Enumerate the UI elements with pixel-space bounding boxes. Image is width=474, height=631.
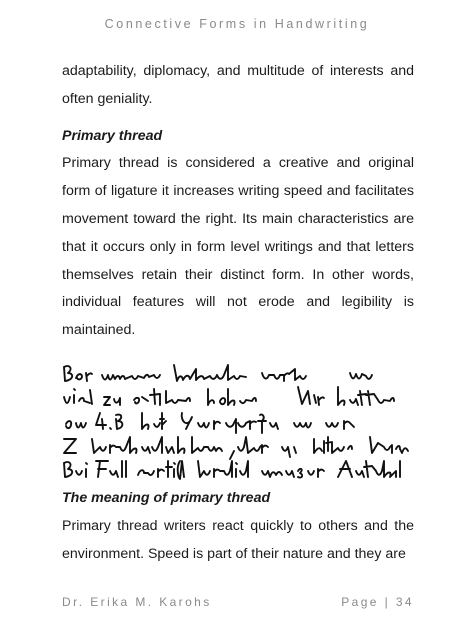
handwriting-line: [64, 387, 394, 405]
handwriting-line: [64, 437, 408, 459]
section-heading: Primary thread: [62, 127, 163, 144]
paragraph: Primary thread writers react quickly to others and the environment. Speed is part of their nature and they are: [62, 517, 414, 562]
handwriting-line: [64, 365, 372, 381]
running-header: Connective Forms in Handwriting: [104, 17, 370, 31]
paragraph: adaptability, diplomacy, and multitude of interests and often geniality.: [62, 63, 414, 107]
page-content: [62, 58, 414, 568]
handwriting-line: [66, 413, 354, 433]
handwriting-sample-image: [62, 357, 414, 483]
handwriting-line: [64, 461, 400, 479]
paragraph: Primary thread is considered a creative and original form of ligature it increases writing speed and facilitates movement toward the right. Its main characteristics are that it occurs only in form level writings and that letters themselves retain their distinct form. In other words, individual features will not erode and legibility is maintained.: [62, 155, 414, 339]
page-number: Page | 34: [341, 595, 414, 609]
footer-author: Dr. Erika M. Karohs: [62, 595, 212, 609]
section-heading: The meaning of primary thread: [62, 489, 271, 506]
